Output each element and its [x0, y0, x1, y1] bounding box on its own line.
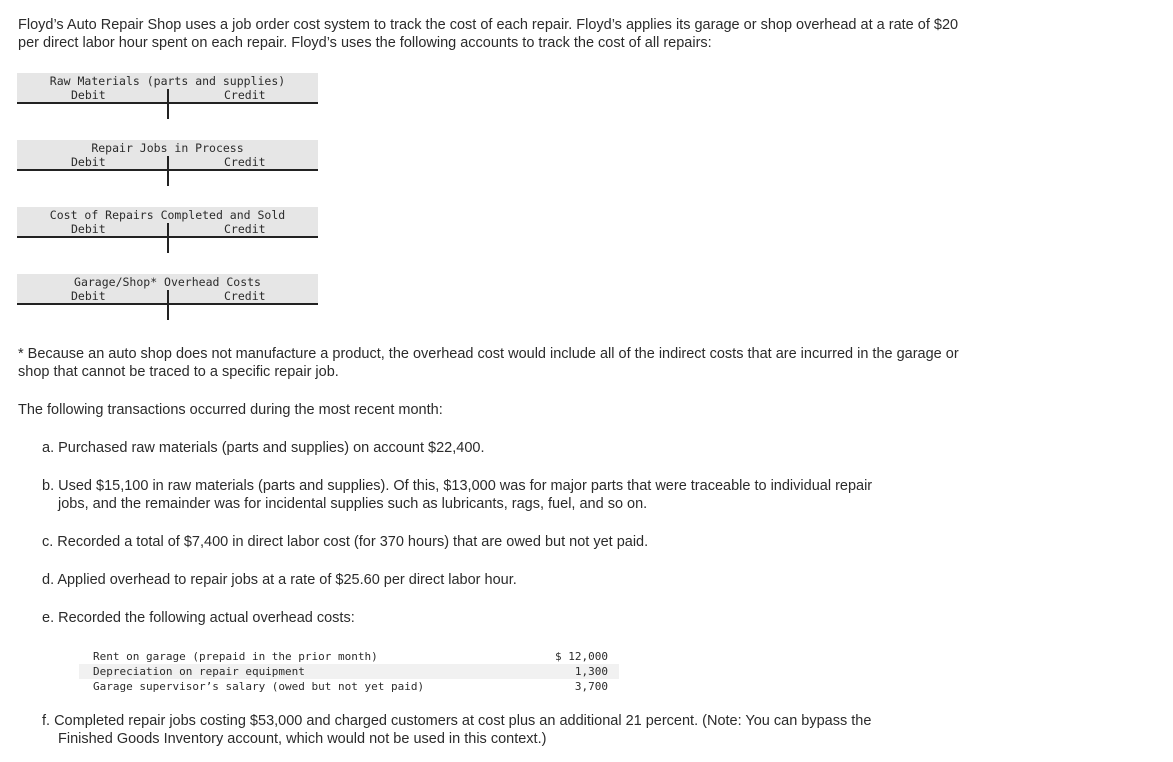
table-row	[79, 679, 619, 694]
t-account-title: Garage/Shop* Overhead Costs	[74, 275, 261, 289]
t-account-debit-label: Debit	[71, 222, 106, 236]
transaction-f-line2: Finished Goods Inventory account, which would not be used in this context.)	[58, 731, 547, 747]
t-account-debit-label: Debit	[71, 155, 106, 169]
transaction-b-line1: b. Used $15,100 in raw materials (parts and supplies). Of this, $13,000 was for major parts that were traceable to individual repair	[42, 478, 873, 494]
t-account-credit-label: Credit	[224, 222, 266, 236]
overhead-item-label: Garage supervisor’s salary (owed but not yet paid)	[93, 680, 425, 693]
transaction-c: c. Recorded a total of $7,400 in direct labor cost (for 370 hours) that are owed but not yet paid.	[42, 534, 649, 550]
t-account-title: Cost of Repairs Completed and Sold	[49, 208, 286, 222]
transaction-b-line2: jobs, and the remainder was for incidental supplies such as lubricants, rags, fuel, and so on.	[58, 496, 648, 512]
overhead-costs-table	[79, 649, 619, 694]
t-account-title: Repair Jobs in Process	[91, 141, 244, 155]
t-account-overhead-costs	[17, 274, 318, 322]
t-account-title: Raw Materials (parts and supplies)	[49, 74, 286, 88]
t-account-divider	[167, 223, 169, 253]
overhead-item-amount: 3,700	[574, 680, 608, 693]
overhead-item-amount: 1,300	[574, 665, 608, 678]
t-account-cost-of-repairs	[17, 207, 318, 255]
t-account-debit-label: Debit	[71, 289, 106, 303]
t-account-credit-label: Credit	[224, 289, 266, 303]
intro-paragraph: Floyd’s Auto Repair Shop uses a job order cost system to track the cost of each repair. Floyd’s applies its garage or shop overhead at a rate of $20 per direct labor hour spent on each repair. Floyd’s uses the following accounts to track the cost of all repairs:	[18, 17, 959, 51]
t-account-divider	[167, 156, 169, 186]
t-account-credit-label: Credit	[224, 155, 266, 169]
table-row	[79, 649, 619, 664]
t-account-raw-materials	[17, 73, 318, 121]
t-account-debit-label: Debit	[71, 88, 106, 102]
table-row	[79, 664, 619, 679]
transaction-a: a. Purchased raw materials (parts and supplies) on account $22,400.	[42, 440, 485, 456]
t-account-credit-label: Credit	[224, 88, 266, 102]
footnote: * Because an auto shop does not manufacture a product, the overhead cost would include all of the indirect costs that are incurred in the garage or shop that cannot be traced to a specific repair job.	[18, 346, 959, 380]
transaction-e: e. Recorded the following actual overhead costs:	[42, 610, 355, 626]
transaction-f-line1: f. Completed repair jobs costing $53,000 and charged customers at cost plus an additional 21 percent. (Note: You can bypass the	[42, 713, 872, 729]
overhead-item-label: Depreciation on repair equipment	[93, 665, 305, 678]
t-account-divider	[167, 290, 169, 320]
t-account-repair-jobs-in-process	[17, 140, 318, 188]
transaction-d: d. Applied overhead to repair jobs at a rate of $25.60 per direct labor hour.	[42, 572, 517, 588]
transaction-b	[42, 477, 952, 513]
t-account-divider	[167, 89, 169, 119]
overhead-item-label: Rent on garage (prepaid in the prior month)	[93, 650, 378, 663]
transaction-f	[42, 712, 952, 748]
transactions-intro: The following transactions occurred during the most recent month:	[18, 402, 443, 418]
overhead-item-amount: $ 12,000	[555, 650, 608, 663]
